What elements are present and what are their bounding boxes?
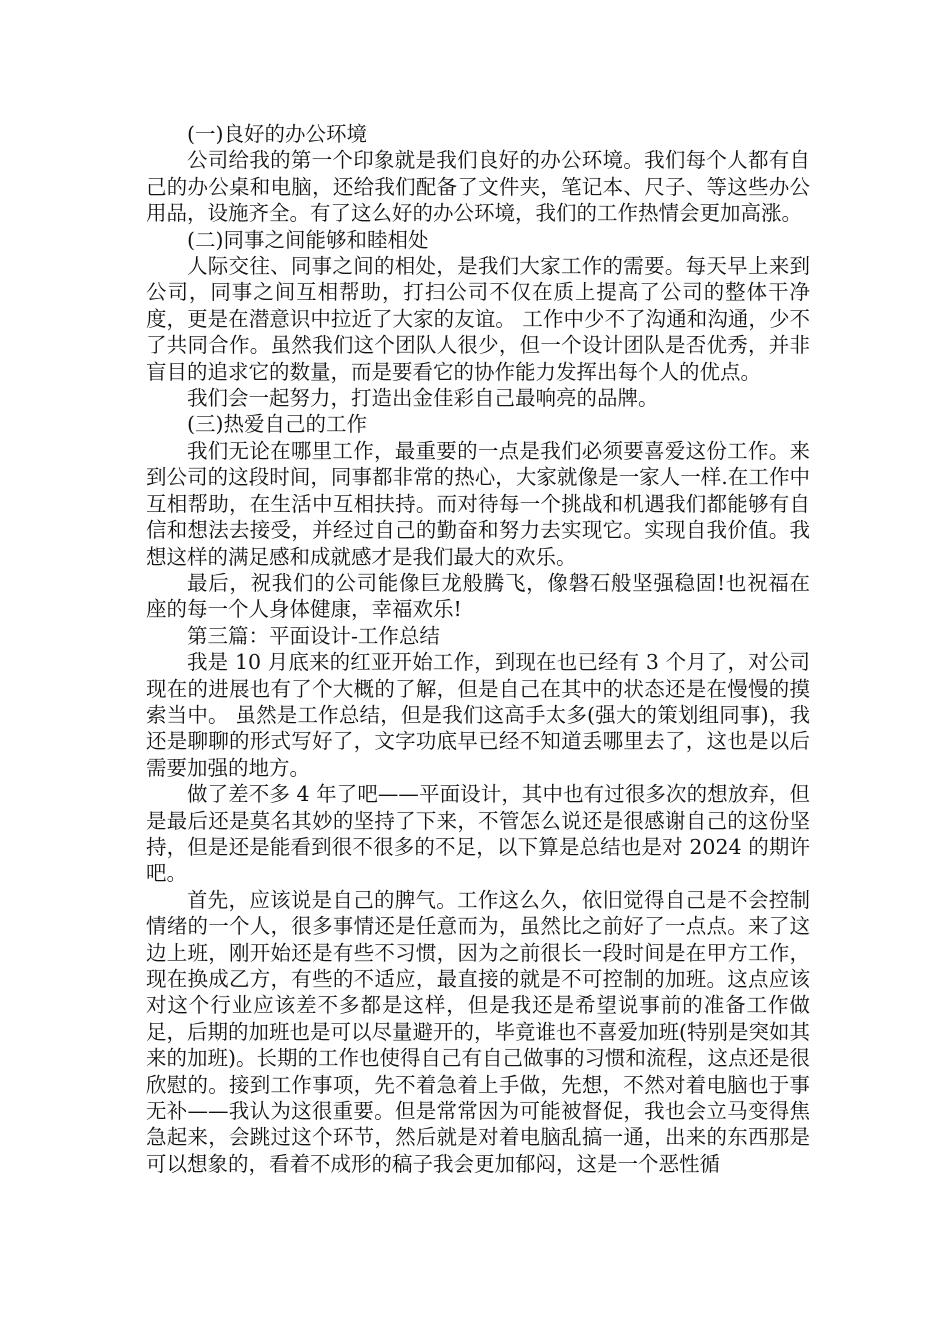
document-page xyxy=(146,121,810,1177)
body-paragraph: 我是 10 月底来的红亚开始工作，到现在也已经有 3 个月了，对公司现在的进展也有了个大概的了解，但是自己在其中的状态还是在慢慢的摸索当中。 虽然是工作总结，但是我们这高手太多(强大的策划组同事)，我还是聊聊的形式写好了，文字功底早已经不知道丢哪里去了，这也是以后需要加强的地方。 xyxy=(146,650,810,780)
section-heading-3: (三)热爱自己的工作 xyxy=(187,412,367,437)
body-paragraph: 公司给我的第一个印象就是我们良好的办公环境。我们每个人都有自己的办公桌和电脑，还给我们配备了文件夹，笔记本、尺子、等这些办公用品，设施齐全。有了这么好的办公环境，我们的工作热情会更加高涨。 xyxy=(146,148,810,226)
body-paragraph: 做了差不多 4 年了吧——平面设计，其中也有过很多次的想放弃，但是最后还是莫名其妙的坚持了下来，不管怎么说还是很感谢自己的这份坚持，但是还是能看到很不很多的不足，以下算是总结也是对 2024 的期许吧。 xyxy=(146,782,810,886)
body-paragraph: 我们会一起努力，打造出金佳彩自己最响亮的品牌。 xyxy=(187,386,659,411)
section-heading-2: (二)同事之间能够和睦相处 xyxy=(187,227,429,252)
body-paragraph: 人际交往、同事之间的相处，是我们大家工作的需要。每天早上来到公司，同事之间互相帮助，打扫公司不仅在质上提高了公司的整体干净度，更是在潜意识中拉近了大家的友谊。 工作中少不了沟通和沟通，少不了共同合作。虽然我们这个团队人很少，但一个设计团队是否优秀，并非盲目的追求它的数量，而是要看它的协作能力发挥出每个人的优点。 xyxy=(146,254,810,384)
body-paragraph: 我们无论在哪里工作，最重要的一点是我们必须要喜爱这份工作。来到公司的这段时间，同事都非常的热心，大家就像是一家人一样.在工作中互相帮助，在生活中互相扶持。而对待每一个挑战和机遇我们都能够有自信和想法去接受，并经过自己的勤奋和努力去实现它。实现自我价值。我想这样的满足感和成就感才是我们最大的欢乐。 xyxy=(146,438,810,569)
article-title: 第三篇：平面设计-工作总结 xyxy=(187,623,440,648)
body-paragraph: 首先，应该说是自己的脾气。工作这么久，依旧觉得自己是不会控制情绪的一个人，很多事情还是任意而为，虽然比之前好了一点点。来了这边上班，刚开始还是有些不习惯，因为之前很长一段时间是在甲方工作，现在换成乙方，有些的不适应，最直接的就是不可控制的加班。这点应该对这个行业应该差不多都是这样，但是我还是希望说事前的准备工作做足，后期的加班也是可以尽量避开的，毕竟谁也不喜爱加班(特别是突如其来的加班)。长期的工作也使得自己有自己做事的习惯和流程，这点还是很欣慰的。接到工作事项，先不着急着上手做，先想，不然对着电脑也于事无补——我认为这很重要。但是常常因为可能被督促，我也会立马变得焦急起来，会跳过这个环节，然后就是对着电脑乱搞一通，出来的东西那是可以想象的，看着不成形的稿子我会更加郁闷，这是一个恶性循 xyxy=(146,887,810,1176)
body-paragraph: 最后，祝我们的公司能像巨龙般腾飞，像磐石般坚强稳固!也祝福在座的每一个人身体健康，幸福欢乐! xyxy=(146,570,810,622)
section-heading-1: (一)良好的办公环境 xyxy=(187,122,367,146)
